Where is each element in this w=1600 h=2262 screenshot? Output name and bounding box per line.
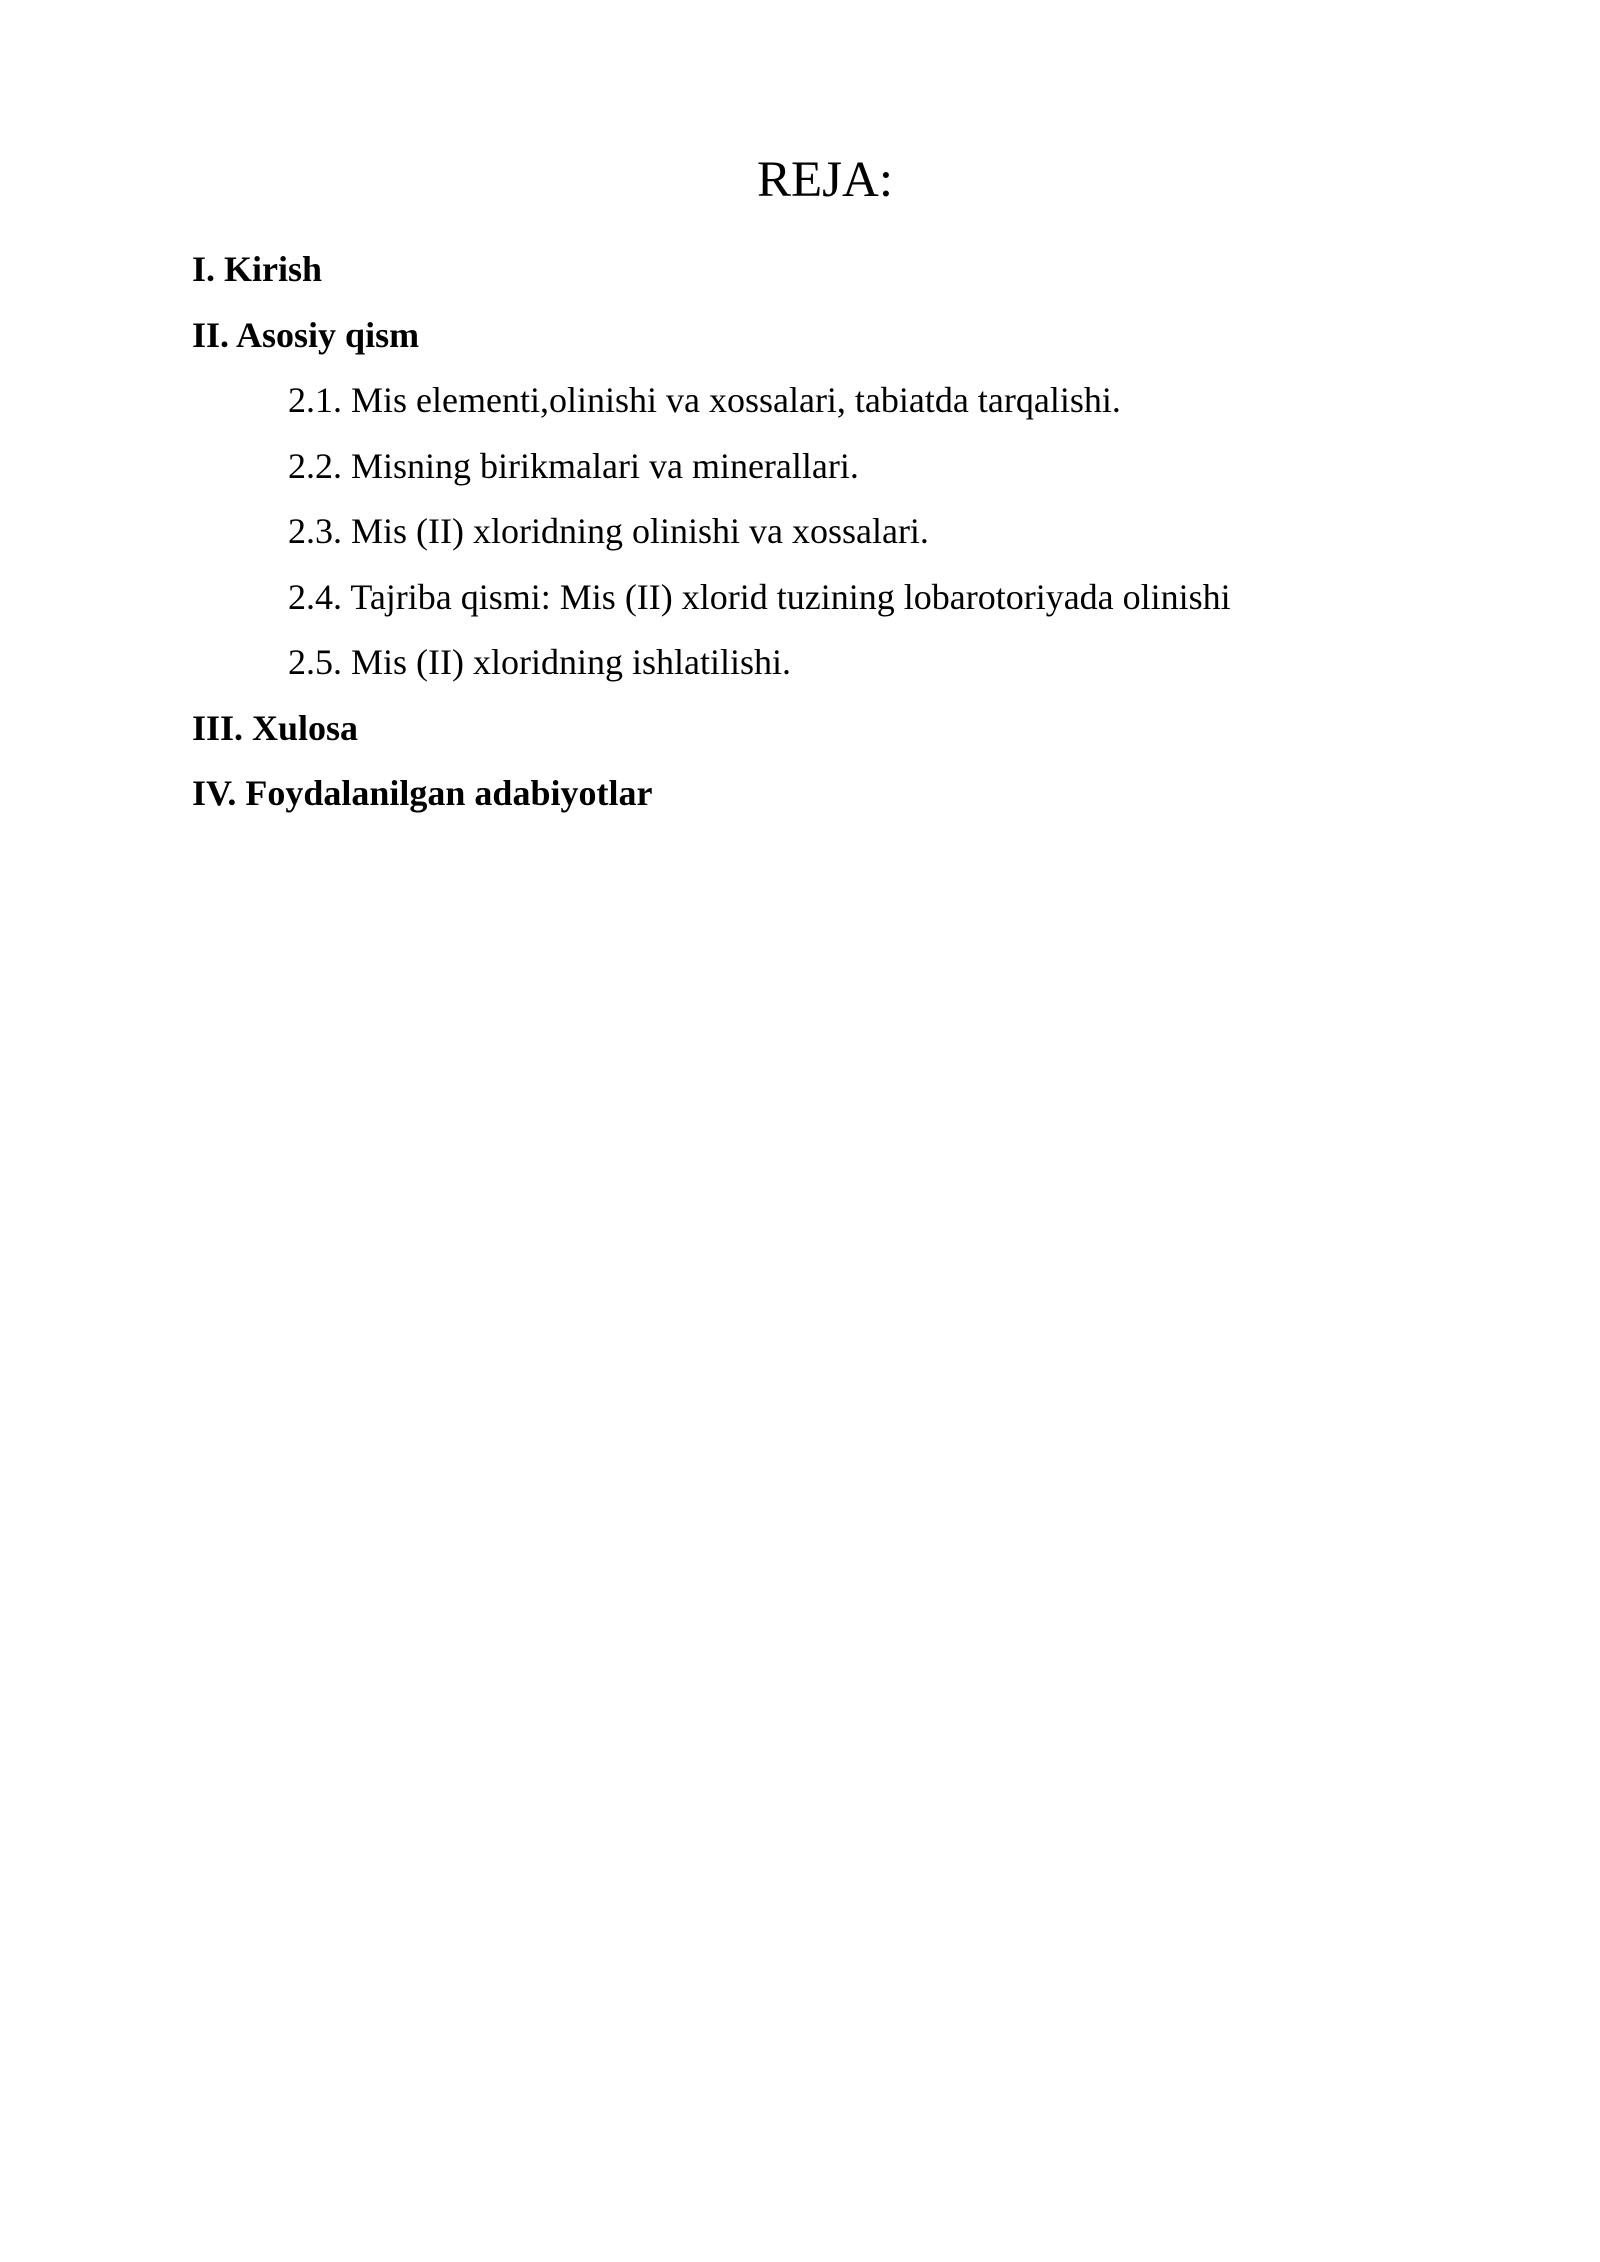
- page-title: REJA:: [756, 152, 894, 208]
- plan-subsection-2-2: 2.2. Misning birikmalari va minerallari.: [288, 445, 859, 486]
- plan-section-introduction: I. Kirish: [192, 249, 323, 289]
- plan-list: [192, 243, 1432, 833]
- plan-subsection-2-3: 2.3. Mis (II) xloridning olinishi va xossalari.: [288, 511, 929, 551]
- plan-section-conclusion: III. Xulosa: [192, 707, 359, 748]
- plan-subsection-2-5: 2.5. Mis (II) xloridning ishlatilishi.: [288, 642, 791, 682]
- plan-subsection-2-4: 2.4. Tajriba qismi: Mis (II) xlorid tuzining lobarotoriyada olinishi: [288, 576, 1231, 617]
- plan-section-main-part: II. Asosiy qism: [192, 314, 420, 355]
- plan-section-references: IV. Foydalanilgan adabiyotlar: [192, 773, 653, 813]
- plan-subsection-2-1: 2.1. Mis elementi,olinishi va xossalari, tabiatda tarqalishi.: [288, 380, 1121, 420]
